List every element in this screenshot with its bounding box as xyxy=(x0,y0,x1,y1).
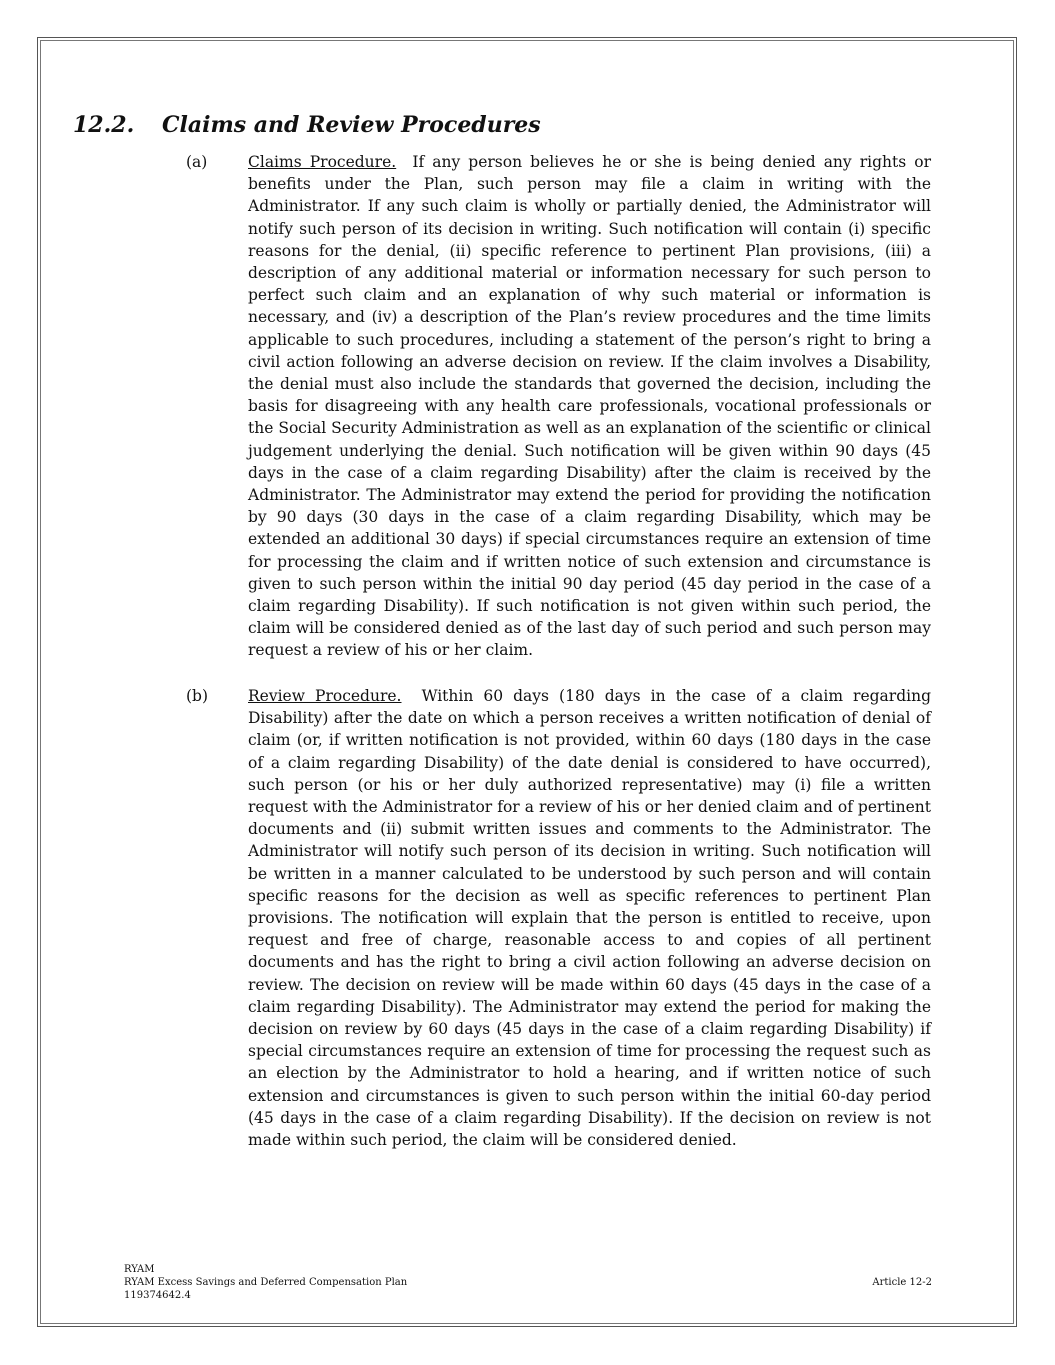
section-title: Claims and Review Procedures xyxy=(162,112,541,138)
paragraph-title: Review Procedure. xyxy=(248,687,402,705)
paragraph-label: (a) xyxy=(186,153,208,171)
page-footer xyxy=(124,1263,932,1302)
footer-plan-name: RYAM Excess Savings and Deferred Compensation Plan xyxy=(124,1277,408,1288)
footer-company: RYAM xyxy=(124,1264,155,1275)
paragraph-label: (b) xyxy=(186,687,209,705)
paragraph-b xyxy=(186,685,931,1151)
paragraph-body xyxy=(248,151,931,662)
footer-doc-id: 119374642.4 xyxy=(124,1290,191,1301)
paragraph-text: If any person believes he or she is being denied any rights or benefits under the Plan, such person may file a claim in writing with the Administrator. If any such claim is wholly or partially denied, the Administrator will notify such person of its decision in writing. Such notification will contain (i) specific reasons for the denial, (ii) specific reference to pertinent Plan provisions, (iii) a description of any additional material or information necessary for such person to perfect such claim and an explanation of why such material or information is necessary, and (iv) a description of the Plan’s review procedures and the time limits applicable to such procedures, including a statement of the person’s right to bring a civil action following an adverse decision on review. If the claim involves a Disability, the denial must also include the standards that governed the decision, including the basis for disagreeing with any health care professionals, vocational professionals or the Social Security Administration as well as an explanation of the scientific or clinical judgement underlying the denial. Such notification will be given within 90 days (45 days in the case of a claim regarding Disability) after the claim is received by the Administrator. The Administrator may extend the period for providing the notification by 90 days (30 days in the case of a claim regarding Disability, which may be extended an additional 30 days) if special circumstances require an extension of time for processing the claim and if written notice of such extension and circumstance is given to such person within the initial 90 day period (45 day period in the case of a claim regarding Disability). If such notification is not given within such period, the claim will be considered denied as of the last day of such period and such person may request a review of his or her claim. xyxy=(248,153,931,660)
paragraph-a xyxy=(186,151,931,662)
paragraph-text: Within 60 days (180 days in the case of a claim regarding Disability) after the date on which a person receives a written notification of denial of claim (or, if written notification is not provided, within 60 days (180 days in the case of a claim regarding Disability) of the date denial is considered to have occurred), such person (or his or her duly authorized representative) may (i) file a written request with the Administrator for a review of his or her denied claim and of pertinent documents and (ii) submit written issues and comments to the Administrator. The Administrator will notify such person of its decision in writing. Such notification will be written in a manner calculated to be understood by such person and will contain specific reasons for the decision as well as specific references to pertinent Plan provisions. The notification will explain that the person is entitled to receive, upon request and free of charge, reasonable access to and copies of all pertinent documents and has the right to bring a civil action following an adverse decision on review. The decision on review will be made within 60 days (45 days in the case of a claim regarding Disability). The Administrator may extend the period for making the decision on review by 60 days (45 days in the case of a claim regarding Disability) if special circumstances require an extension of time for processing the request such as an election by the Administrator to hold a hearing, and if written notice of such extension and circumstances is given to such person within the initial 60-day period (45 days in the case of a claim regarding Disability). If the decision on review is not made within such period, the claim will be considered denied. xyxy=(248,687,931,1150)
section-heading xyxy=(73,112,541,138)
paragraph-title: Claims Procedure. xyxy=(248,153,397,171)
footer-page-number: Article 12-2 xyxy=(872,1277,932,1288)
section-number: 12.2. xyxy=(73,112,135,138)
paragraph-body xyxy=(248,685,931,1151)
